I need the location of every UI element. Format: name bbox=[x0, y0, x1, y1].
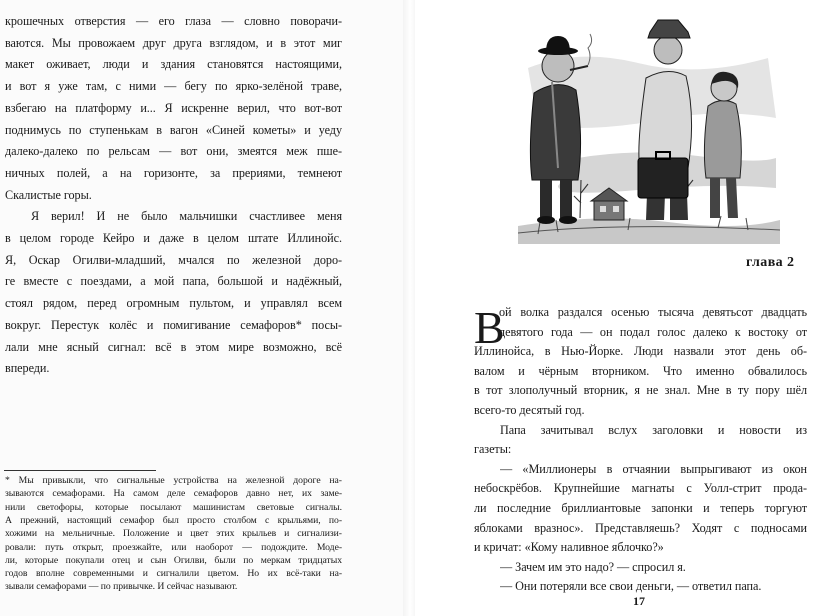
body-line: — Они потеряли все свои деньги, — ответил папа. bbox=[500, 579, 762, 594]
body-line: — «Миллионеры в отчаянии выпрыгивают из окон bbox=[500, 461, 807, 476]
chapter-illustration bbox=[518, 8, 780, 244]
house-drawing bbox=[591, 188, 627, 220]
footnote-line: ровали: путь открыт, проезжайте, или наоборот — подождите. Моде- bbox=[5, 541, 342, 553]
body-line: девятого года — он подал голос далеко к востоку от bbox=[499, 324, 807, 339]
footnote-line: ли, которые покупали отец и сын Огилви, были по меркам тридцатых bbox=[5, 554, 342, 566]
footnote-line: А прежний, настоящий семафор был просто столбом с крыльями, по- bbox=[5, 514, 342, 526]
body-line: небоскрёбов. Крупнейшие магнаты с Уолл-стрит прода- bbox=[474, 481, 807, 496]
body-line: взбегаю на платформу и... Я искренне верил, что вот-вот bbox=[5, 100, 342, 115]
footnote-line: * Мы привыкли, что сигнальные устройства на железной дороге на- bbox=[5, 475, 342, 486]
body-line: макет оживает, люди и здания становятся настоящими, bbox=[5, 57, 342, 72]
body-line: и кричат: «Кому наливное яблочко?» bbox=[474, 540, 664, 555]
body-line: газеты: bbox=[474, 442, 512, 457]
body-line: Скалистые горы. bbox=[5, 187, 92, 202]
body-line: ге вместе с поездами, а мой папа, большой и надёжный, bbox=[5, 274, 342, 289]
page-number: 17 bbox=[633, 594, 645, 608]
body-line: и вот я уже там, с ними — бегу по ярко-зелёной траве, bbox=[5, 79, 342, 94]
body-line: стоял рядом, перед огромным пультом, и управлял всем bbox=[5, 296, 342, 311]
body-line: яблоками вразнос». Представляешь? Ходят с подносами bbox=[474, 520, 807, 535]
footnote-line: годов вполне современными и сигналили цветом. Но их всё-таки на- bbox=[5, 568, 342, 580]
body-line: Я верил! И не было мальчишки счастливее меня bbox=[31, 209, 342, 224]
body-line: — Зачем им это надо? — спросил я. bbox=[500, 559, 686, 574]
body-line: ваются. Мы провожаем друг друга взглядом, и в этот миг bbox=[5, 35, 342, 50]
footnote-line: нили светофоры, которые посылают машинистам световые сигналы. bbox=[5, 501, 342, 513]
body-line: в тот злополучный вторник, я не знал. Мне в ту пору шёл bbox=[474, 383, 807, 398]
body-line: в целом городе Кейро и даже в целом штате Иллинойс. bbox=[5, 231, 342, 245]
body-line: далеко-далеко по рельсам — вот они, змеятся меж пше- bbox=[5, 144, 342, 159]
body-line: Папа зачитывал вслух заголовки и новости из bbox=[500, 422, 807, 437]
fedora-man bbox=[638, 20, 692, 220]
body-line: впереди. bbox=[5, 361, 50, 376]
body-line: валом и чёрным вторником. Что именно обвалилось bbox=[474, 363, 807, 378]
body-line: всего-то десятый год. bbox=[474, 403, 585, 417]
body-line: ли последние бриллиантовые запонки и теперь торгуют bbox=[474, 501, 807, 515]
body-line: Иллинойса, в Нью-Йорке. Люди назвали этот день об- bbox=[474, 344, 807, 359]
body-line: вокруг. Перестук колёс и помигивание семафоров* посы- bbox=[5, 317, 342, 332]
footnote-line: зываются семафорами. На самом деле семафоров давно нет, их заме- bbox=[5, 488, 342, 500]
footnote-line: хожими на мельничные. Положение и цвет этих крыльев и сигнализи- bbox=[5, 528, 342, 540]
body-line: Я, Оскар Огилви-младший, мчался по железной доро- bbox=[5, 252, 342, 267]
drop-cap: В bbox=[474, 302, 505, 353]
footnote-line: зывали семафорами — по привычке. И сейчас называют. bbox=[5, 581, 238, 593]
book-gutter bbox=[403, 0, 415, 616]
footnote-rule bbox=[4, 470, 156, 471]
body-line: крошечных отверстия — его глаза — словно поворачи- bbox=[5, 14, 342, 28]
body-line: ой волка раздался осенью тысяча девятьсот двадцать bbox=[499, 305, 807, 319]
body-line: ничных полей, а на горизонте, за прериями, темнеют bbox=[5, 165, 342, 180]
body-line: поднимусь по ступенькам в вагон «Синей кометы» и уеду bbox=[5, 122, 342, 137]
chapter-title: глава 2 bbox=[746, 255, 795, 270]
body-line: лали мне ясный сигнал: всё в этом мире возможно, всё bbox=[5, 339, 342, 354]
